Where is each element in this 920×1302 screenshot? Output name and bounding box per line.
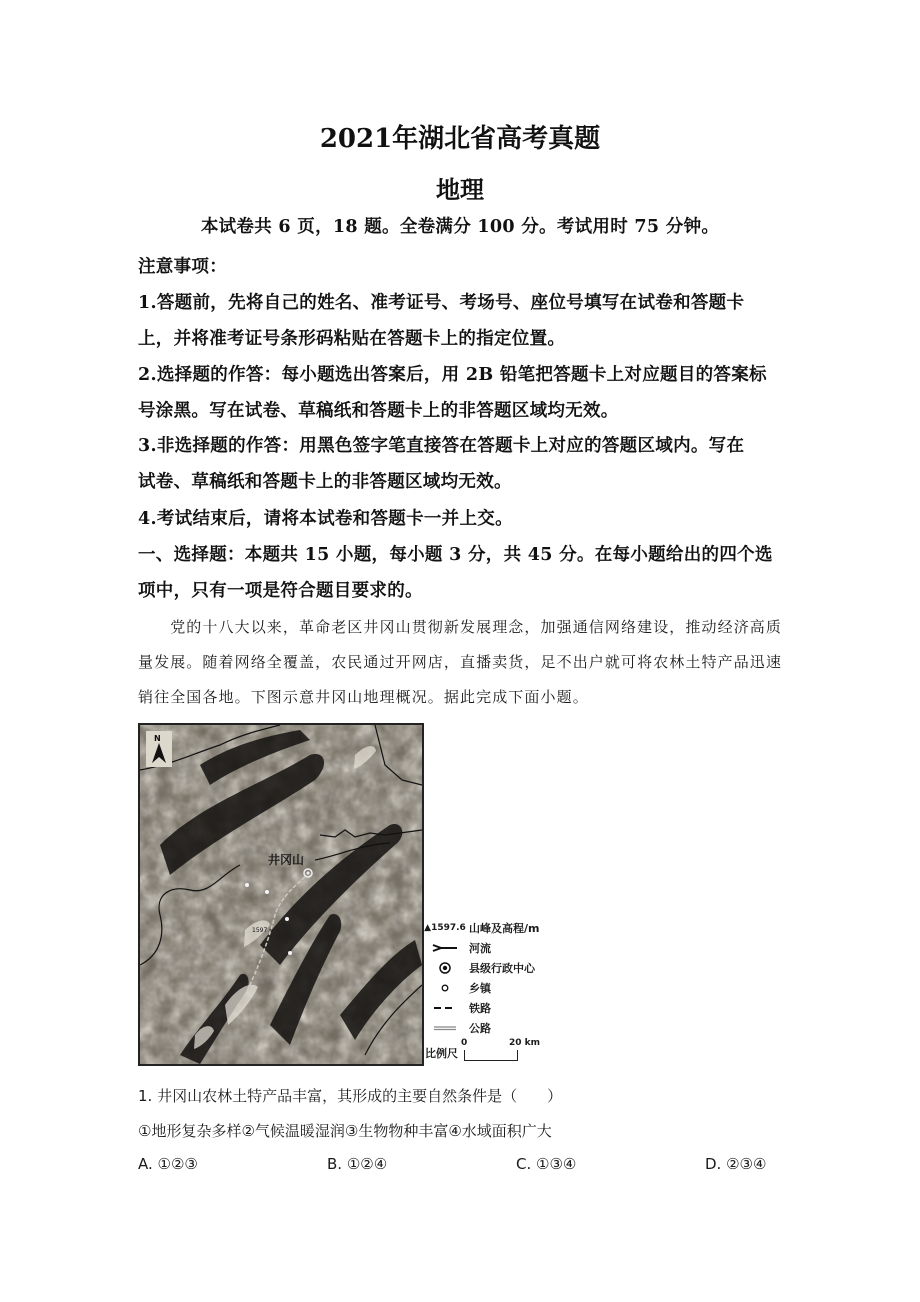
river-icon [425,943,465,953]
map-legend [425,918,560,1061]
passage-line: 量发展。随着网络全覆盖，农民通过开网店，直播卖货，足不出户就可将农林土特产品迅速 [138,653,783,671]
north-arrow-icon [146,731,172,767]
option-c[interactable]: C. ①③④ [516,1155,577,1173]
exam-info: 本试卷共 6 页，18 题。全卷满分 100 分。考试用时 75 分钟。 [200,217,720,237]
town-marker [285,917,289,921]
town-marker [265,890,269,894]
notice-line: 试卷、草稿纸和答题卡上的非答题区域均无效。 [138,472,512,492]
legend-item-peak: ▲1597.6 山峰及高程/m [424,922,540,935]
legend-item-river: 河流 [425,938,560,958]
notice-line: 4.考试结束后，请将本试卷和答题卡一并上交。 [138,509,513,529]
question-1-conditions: ①地形复杂多样②气候温暖湿润③生物物种丰富④水域面积广大 [138,1122,552,1140]
legend-item-railway: 铁路 [425,998,560,1018]
railway-icon [425,1005,465,1011]
option-a[interactable]: A. ①②③ [138,1155,198,1173]
highway-icon [425,1025,465,1031]
notice-line: 上，并将准考证号条形码粘贴在答题卡上的指定位置。 [138,329,566,349]
peak-elevation: 1597.6 [252,927,273,934]
option-b[interactable]: B. ①②④ [327,1155,388,1173]
document-title: 2021年湖北省高考真题 [319,124,601,154]
scale-bar: 0 20 km [464,1050,518,1061]
notice-line: 3.非选择题的作答：用黑色签字笔直接答在答题卡上对应的答题区域内。写在 [138,436,745,456]
notice-line: 1.答题前，先将自己的姓名、准考证号、考场号、座位号填写在试卷和答题卡 [138,293,745,313]
town-marker [288,951,292,955]
svg-text:N: N [154,734,161,743]
jinggangshan-map [138,723,424,1066]
section-heading: 项中，只有一项是符合题目要求的。 [138,581,423,601]
notice-heading: 注意事项： [138,257,227,277]
option-d[interactable]: D. ②③④ [705,1155,767,1173]
passage-line: 销往全国各地。下图示意井冈山地理概况。据此完成下面小题。 [138,688,589,706]
legend-item-highway: 公路 [425,1018,560,1038]
peak-icon: ▲1597.6 [424,923,466,933]
county-center-icon [425,962,465,974]
question-1-stem: 1. 井冈山农林土特产品丰富，其形成的主要自然条件是（ ） [138,1087,563,1105]
passage-line: 党的十八大以来，革命老区井冈山贯彻新发展理念，加强通信网络建设，推动经济高质 [138,618,783,636]
place-label: 井冈山 [268,853,305,867]
town-marker [245,883,249,887]
notice-line: 号涂黑。写在试卷、草稿纸和答题卡上的非答题区域均无效。 [138,401,619,421]
section-heading: 一、选择题：本题共 15 小题，每小题 3 分，共 45 分。在每小题给出的四个选 [138,545,773,565]
legend-item-county: 县级行政中心 [425,958,560,978]
legend-item-town: 乡镇 [425,978,560,998]
notice-line: 2.选择题的作答：每小题选出答案后，用 2B 铅笔把答题卡上对应题目的答案标 [138,365,767,385]
map-scale: 比例尺 0 20 km [425,1038,541,1060]
town-icon [425,984,465,992]
subject-heading: 地理 [436,175,484,204]
terrain-map-image [140,725,422,1064]
